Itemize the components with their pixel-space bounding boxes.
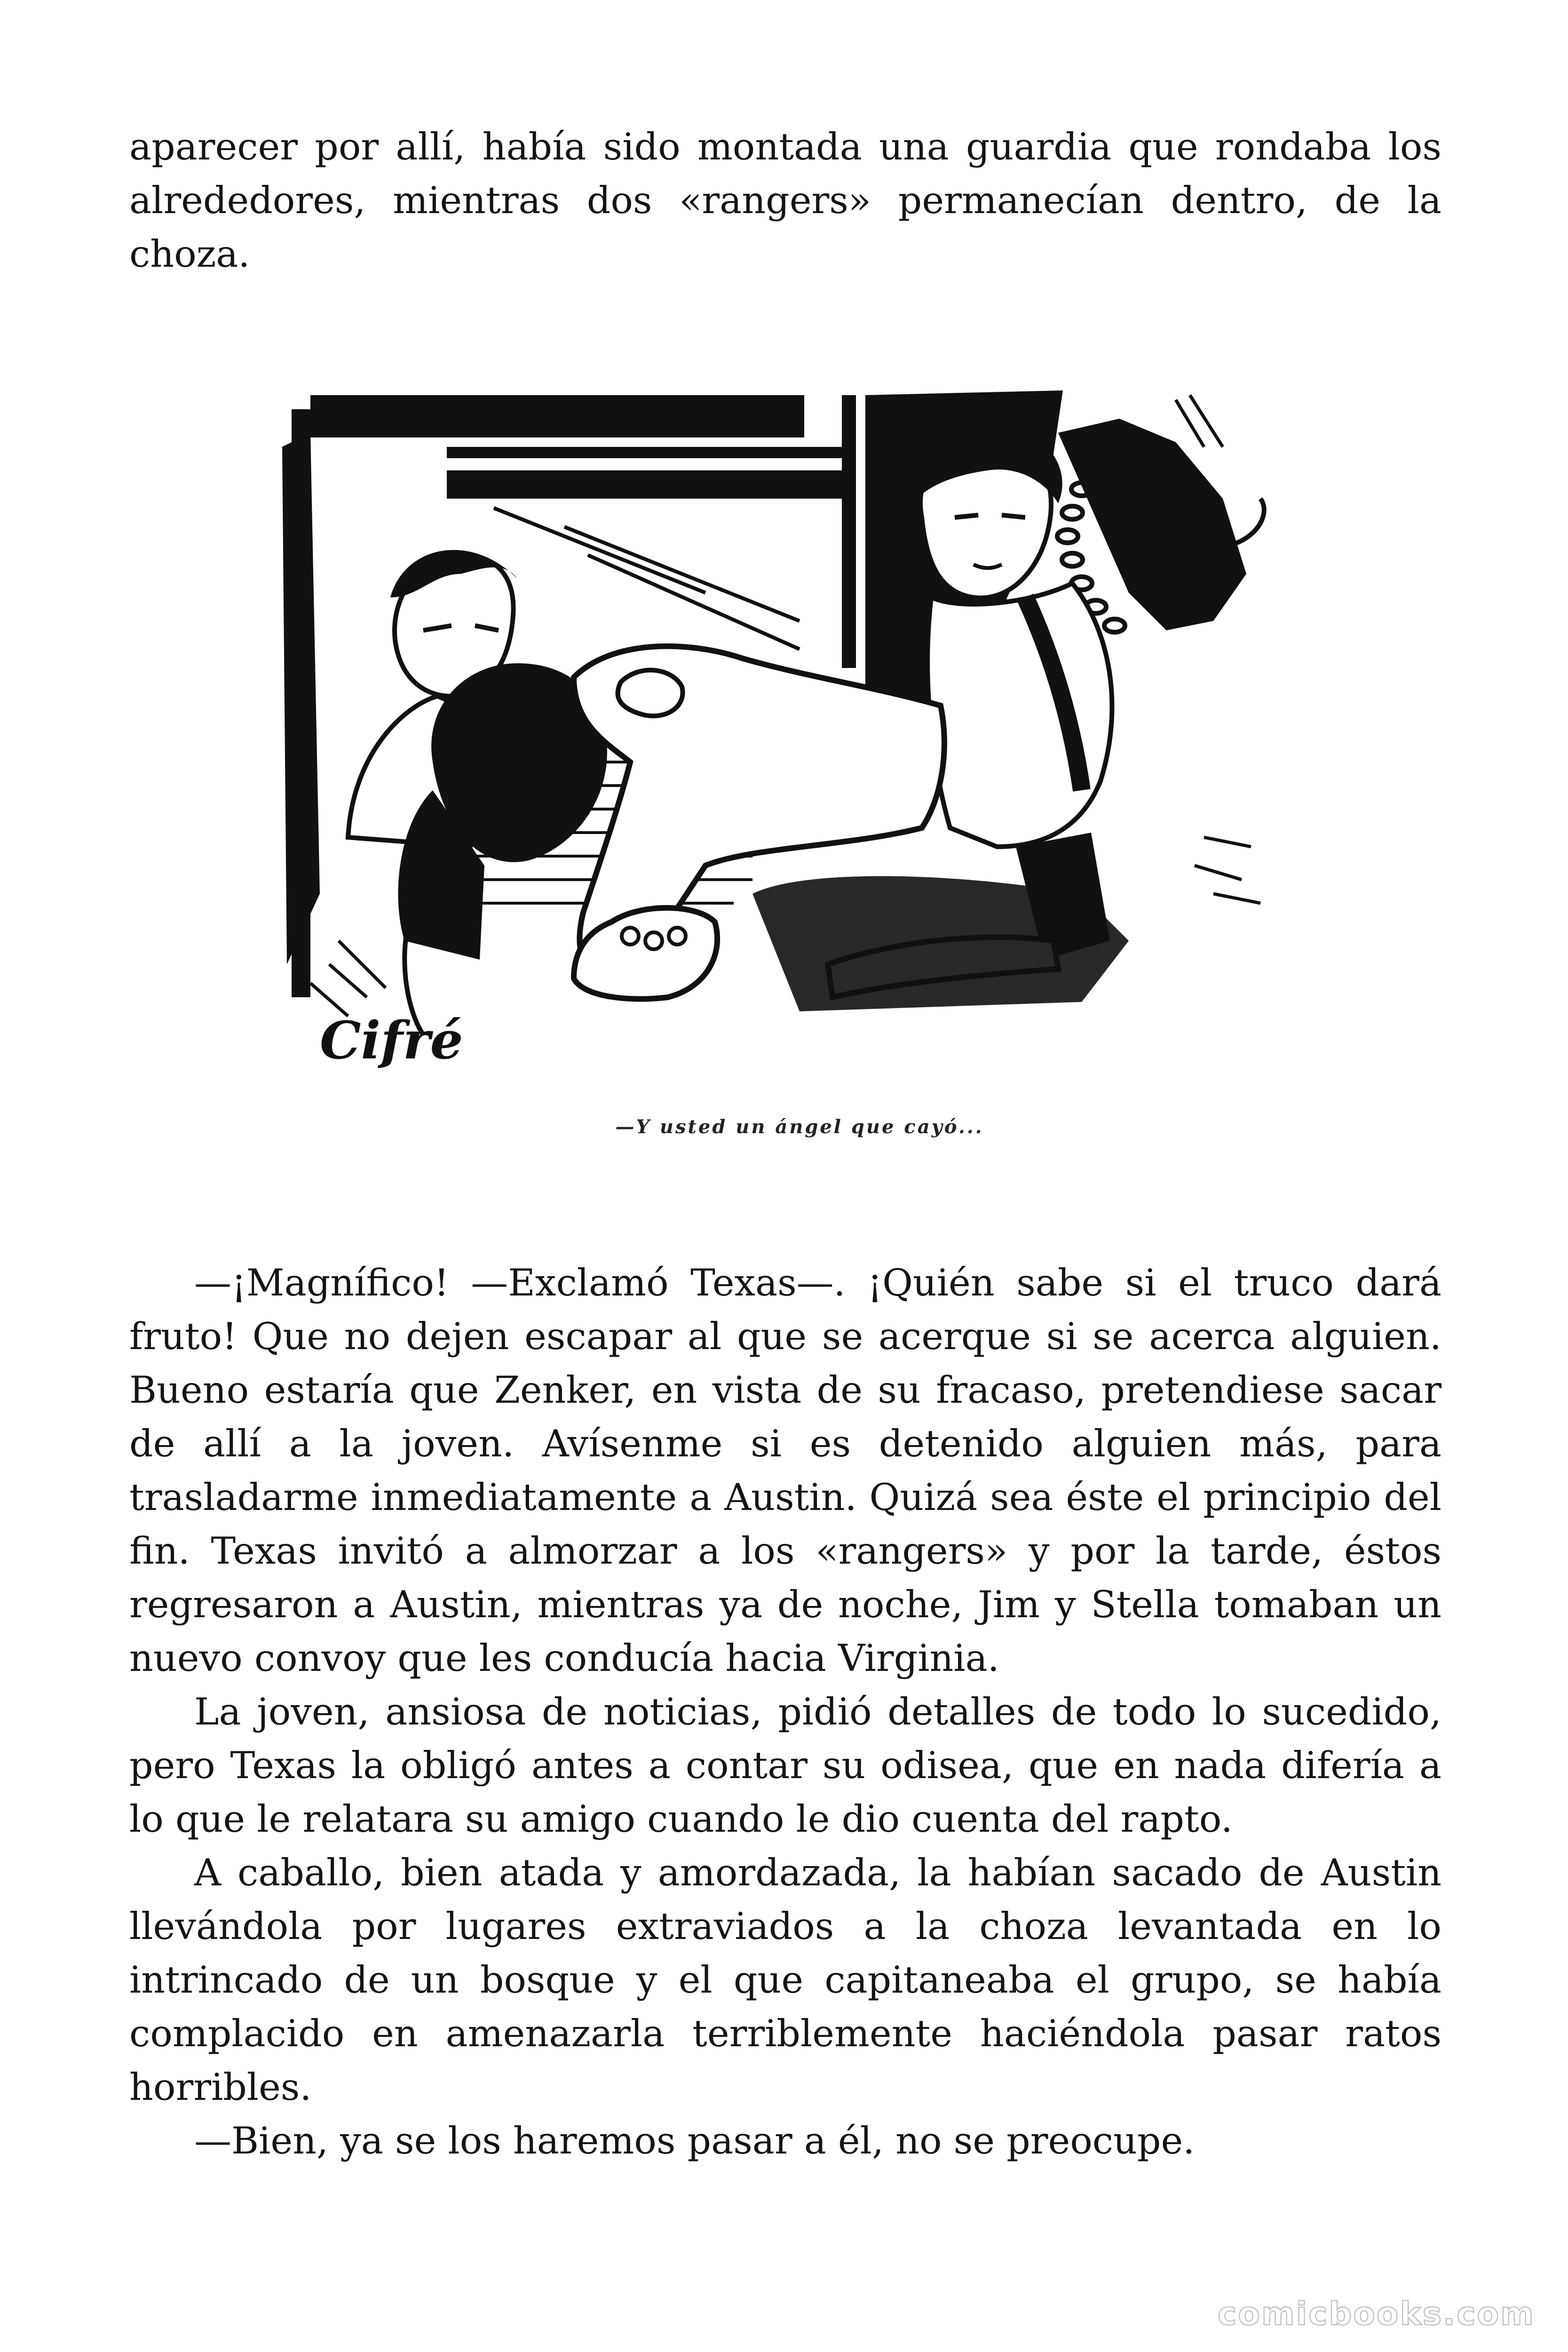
paragraph: —¡Magnífico! —Exclamó Texas—. ¡Quién sabe si el truco dará fruto! Que no dejen escapar al que se acerque si se acerca alguien. Bueno estaría que Zenker, en vista de su fracaso, pretendiese sacar de allí a la joven. Avísenme si es detenido alguien más, para trasladarme inmediatamente a Austin. Quizá sea éste el principio del fin. Texas invitó a almorzar a los «rangers» y por la tarde, éstos regresaron a Austin, mientras ya de noche, Jim y Stella tomaban un nuevo convoy que les conducía hacia Virginia. — [129, 1261, 1441, 1680]
bottom-text-block — [129, 1256, 1441, 2168]
top-text-block — [129, 120, 1441, 281]
paragraph-continuation: aparecer por allí, había sido montada una guardia que rondaba los alrededores, mientras dos «rangers» permanecían dentro, de la choza. — [129, 125, 1441, 276]
paragraph: La joven, ansiosa de noticias, pidió detalles de todo lo sucedido, pero Texas la obligó antes a contar su odisea, que en nada difería a lo que le relatara su amigo cuando le dio cuenta del rapto. — [129, 1690, 1441, 1841]
illustration — [282, 376, 1317, 1082]
watermark: comicbooks.com — [1217, 2296, 1535, 2333]
paragraph: —Bien, ya se los haremos pasar a él, no se preocupe. — [194, 2119, 1195, 2162]
illustration-caption: —Y usted un ángel que cayó... — [615, 1116, 984, 1138]
artist-signature: Cifré — [320, 1010, 463, 1071]
paragraph: A caballo, bien atada y amordazada, la habían sacado de Austin llevándola por lugares extraviados a la choza levantada en lo intrincado de un bosque y el que capitaneaba el grupo, se había complacido en amenazarla terriblemente haciéndola pasar ratos horribles. — [129, 1851, 1441, 2109]
window-glass — [494, 508, 800, 649]
